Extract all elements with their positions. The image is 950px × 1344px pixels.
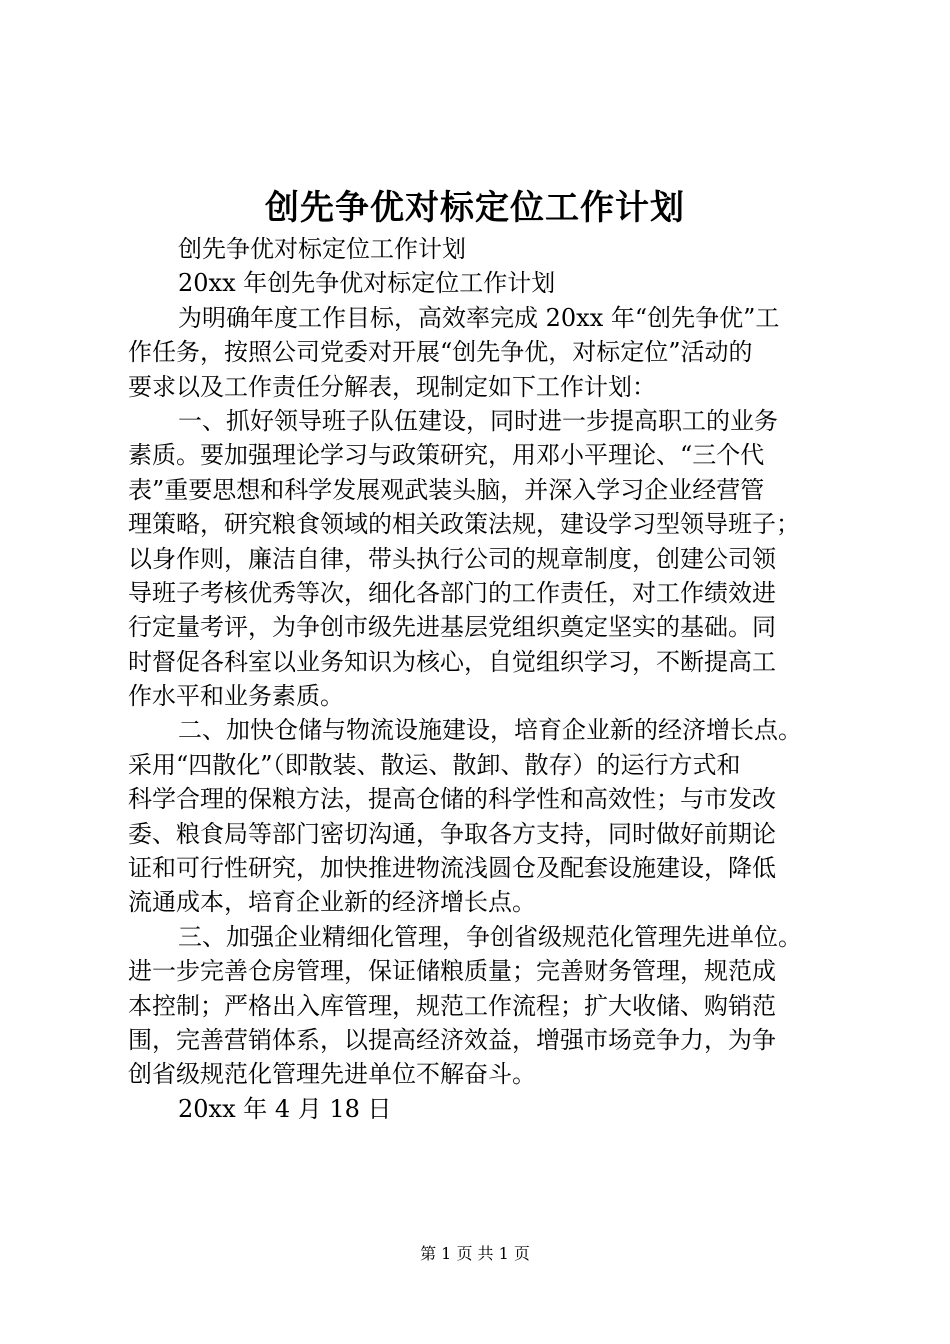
body-line: 以身作则，廉洁自律，带头执行公司的规章制度，创建公司领 — [128, 544, 776, 573]
body-line: 20xx 年 4 月 18 日 — [178, 1094, 392, 1123]
body-line: 导班子考核优秀等次，细化各部门的工作责任，对工作绩效进 — [128, 578, 776, 607]
body-line: 科学合理的保粮方法，提高仓储的科学性和高效性；与市发改 — [128, 785, 776, 814]
body-line: 作任务，按照公司党委对开展“创先争优，对标定位”活动的 — [128, 338, 753, 367]
body-line: 三、加强企业精细化管理，争创省级规范化管理先进单位。 — [178, 922, 802, 951]
body-line: 本控制；严格出入库管理，规范工作流程；扩大收储、购销范 — [128, 991, 776, 1020]
document-body — [128, 232, 828, 1126]
body-line: 为明确年度工作目标，高效率完成 20xx 年“创先争优”工 — [178, 303, 780, 332]
body-line: 理策略，研究粮食领域的相关政策法规，建设学习型领导班子； — [128, 510, 800, 539]
body-line: 行定量考评，为争创市级先进基层党组织奠定坚实的基础。同 — [128, 613, 776, 642]
body-line: 委、粮食局等部门密切沟通，争取各方支持，同时做好前期论 — [128, 819, 776, 848]
body-line: 作水平和业务素质。 — [128, 682, 344, 711]
body-line: 20xx 年创先争优对标定位工作计划 — [178, 269, 556, 298]
body-line: 证和可行性研究，加快推进物流浅圆仓及配套设施建设，降低 — [128, 854, 776, 883]
body-line: 二、加快仓储与物流设施建设，培育企业新的经济增长点。 — [178, 716, 802, 745]
body-line: 素质。要加强理论学习与政策研究，用邓小平理论、“三个代 — [128, 441, 765, 470]
body-line: 采用“四散化”（即散装、散运、散卸、散存）的运行方式和 — [128, 750, 741, 779]
body-line: 围，完善营销体系，以提高经济效益，增强市场竞争力，为争 — [128, 1025, 776, 1054]
body-line: 创先争优对标定位工作计划 — [178, 235, 466, 263]
page-footer: 第 1 页 共 1 页 — [420, 1244, 530, 1263]
document-title: 创先争优对标定位工作计划 — [265, 188, 685, 228]
body-line: 要求以及工作责任分解表，现制定如下工作计划： — [128, 372, 656, 401]
body-line: 创省级规范化管理先进单位不解奋斗。 — [128, 1060, 536, 1089]
body-line: 一、抓好领导班子队伍建设，同时进一步提高职工的业务 — [178, 406, 778, 435]
body-line: 表”重要思想和科学发展观武装头脑，并深入学习企业经营管 — [128, 475, 765, 504]
body-line: 进一步完善仓房管理，保证储粮质量；完善财务管理，规范成 — [128, 957, 776, 986]
body-line: 流通成本，培育企业新的经济增长点。 — [128, 888, 536, 917]
body-line: 时督促各科室以业务知识为核心，自觉组织学习，不断提高工 — [128, 647, 776, 676]
